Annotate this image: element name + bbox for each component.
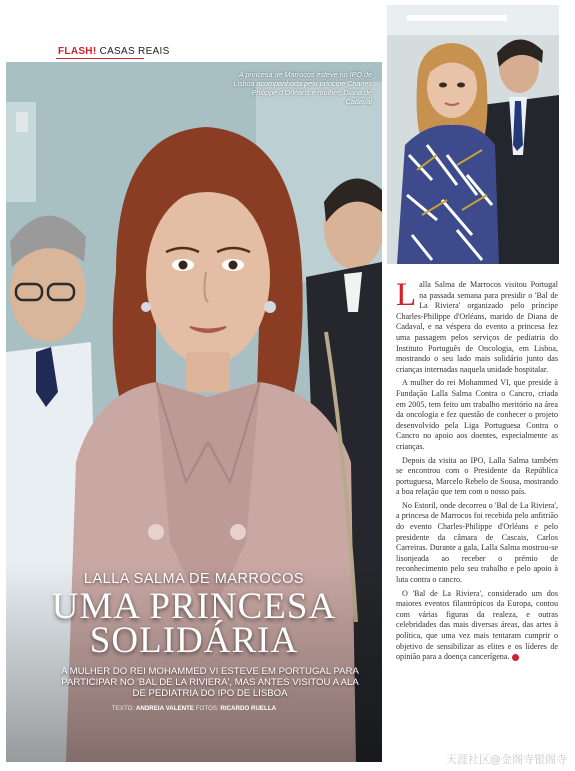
main-photo-caption: A princesa de Marrocos esteve no IPO de Lisboa acompanhada pelo príncipe Charles Philippe d'Orléans e mulher, Diana de Cadaval bbox=[233, 70, 372, 106]
article-kicker: LALLA SALMA DE MARROCOS bbox=[83, 571, 305, 587]
article-credits bbox=[6, 705, 382, 712]
article-lead: A MULHER DO REI MOHAMMED VI ESTEVE EM PORTUGAL PARA PARTICIPAR NO 'BAL DE LA RIVIERA', MAS ANTES VISITOU A ALA DE PEDIATRIA DO IPO DE LISBOA bbox=[61, 666, 359, 699]
article-paragraph: O 'Bal de La Riviera', considerado um dos maiores eventos filantrópicos da Europa, contou com várias figuras da realeza, e outras celebridades das mais diversas áreas, das artes à política, que uma vez mais tentaram cumprir o objetivo de sensibilizar as elites e os líderes de opinião para a doença cancerígena. bbox=[396, 588, 558, 662]
article-title bbox=[6, 586, 382, 661]
credits-photo-author: RICARDO RUELLA bbox=[220, 705, 277, 712]
article-title-line1: UMA PRINCESA bbox=[51, 586, 337, 627]
article-paragraph: Lalla Salma de Marrocos visitou Portugal na passada semana para presidir o 'Bal de La Riviera' organizado pelo príncipe Charles-Philippe d'Orléans, marido de Diana de Cadaval, e na véspera do evento a princesa fez uma passagem pelos serviços de pediatria do Instituto Português de Oncologia, em Lisboa, mostrando o seu lado mais solidário junto das crianças internadas naquela unidade hospitalar. bbox=[396, 277, 558, 374]
credits-text-author: ANDREIA VALENTE bbox=[135, 705, 194, 712]
watermark: 天涯社区@金阁寺银阁寺 bbox=[446, 753, 567, 766]
article-paragraph: A mulher do rei Mohammed VI, que preside à Fundação Lalla Salma Contra o Cancro, criada em 2005, tem feito um trabalho meritório na área da oncologia e fez questão de conhecer o projeto desenvolvido pela Liga Portuguesa Contra o Cancro no apoio aos doentes, especialmente as crianças. bbox=[396, 378, 558, 451]
credits-photo-label: FOTOS: bbox=[195, 705, 219, 712]
end-mark-icon bbox=[512, 654, 519, 661]
section-header bbox=[58, 46, 170, 57]
credits-text-label: TEXTO: bbox=[111, 705, 135, 712]
section-label: CASAS REAIS bbox=[99, 46, 170, 57]
article-body bbox=[396, 277, 558, 666]
inset-photo-illustration bbox=[387, 5, 559, 264]
article-paragraph: No Estoril, onde decorreu o 'Bal de La Riviera', a princesa de Marrocos foi recebida pelo anfitrião do evento Charles-Philippe d'Orléans e pelo presidente da câmara de Cascais, Carlos Carreiras. Durante a gala, Lalla Salma mostrou-se lisonjeada ao receber o prémio de reconhecimento pelo seu trabalho e pelo apoio à luta contra o cancro. bbox=[396, 500, 558, 585]
inset-photo bbox=[386, 4, 560, 265]
article-title-line2: SOLIDÁRIA bbox=[89, 620, 299, 661]
article-paragraph: Depois da visita ao IPO, Lalla Salma também se encontrou com o Presidente da República portuguesa, Marcelo Rebelo de Sousa, mostrando a boa relação que tem com o nosso país. bbox=[396, 455, 558, 497]
header-rule bbox=[56, 58, 144, 59]
drop-cap: L bbox=[396, 277, 417, 313]
flash-label: FLASH! bbox=[58, 46, 97, 57]
